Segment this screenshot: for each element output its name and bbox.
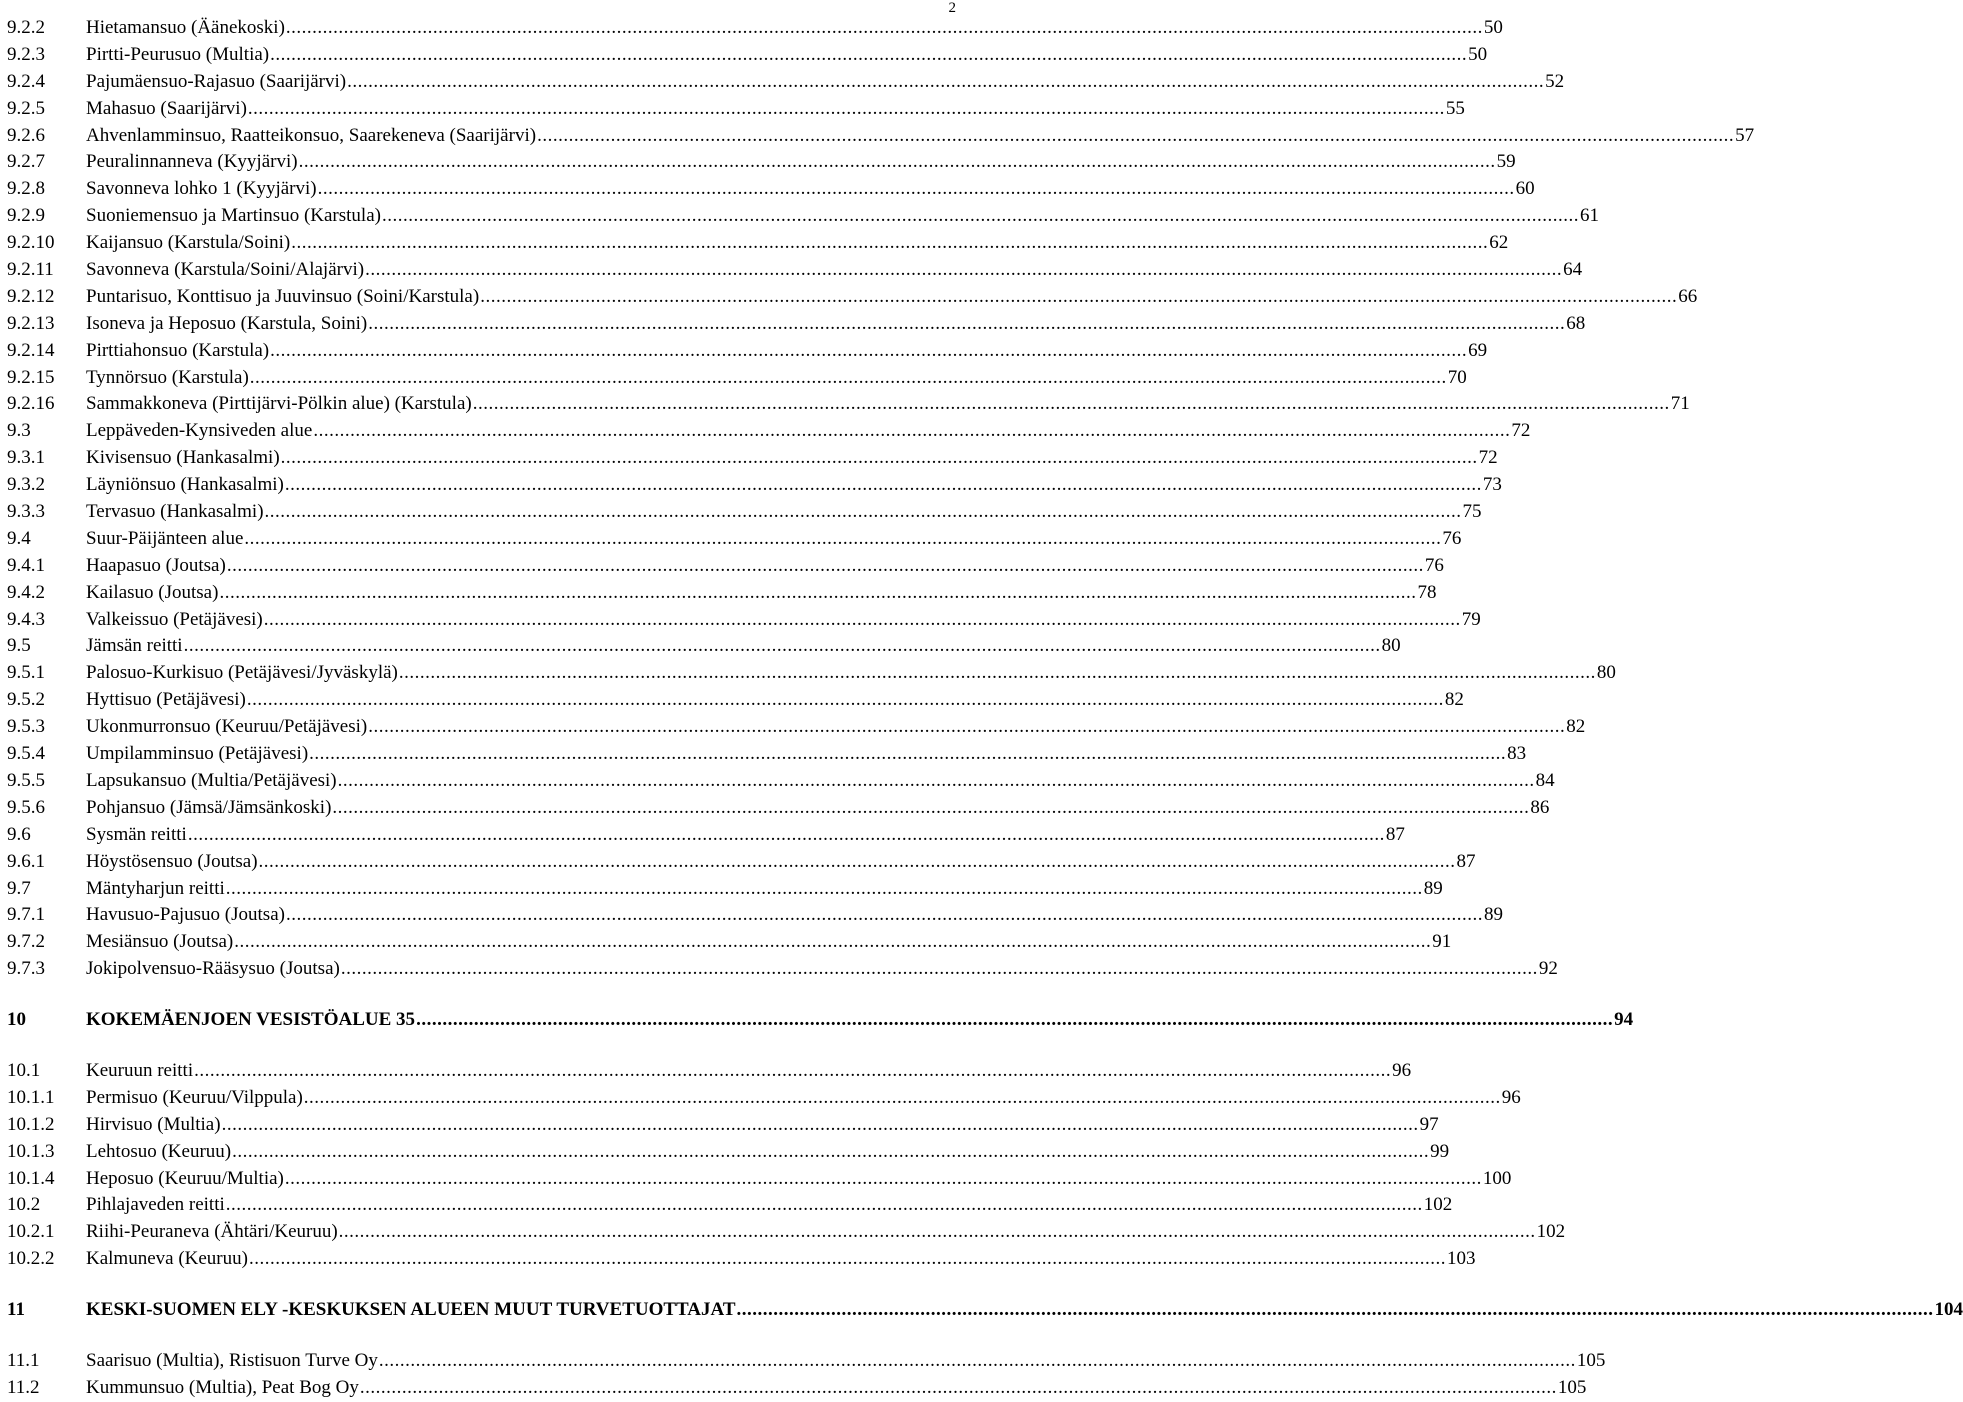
toc-entry-number: 11 [7, 1299, 25, 1321]
toc-leader-dots [270, 42, 1467, 69]
toc-entry-title: Leppäveden-Kynsiveden alue [86, 420, 313, 442]
toc-entry-number: 9.2.10 [7, 232, 55, 254]
toc-entry[interactable] [7, 230, 1509, 257]
toc-entry-number: 9.5.1 [7, 662, 45, 684]
toc-entry-title: Sysmän reitti [86, 823, 187, 845]
toc-entry[interactable] [7, 1219, 1566, 1246]
toc-entry-number: 9.7.3 [7, 958, 45, 980]
toc-entry[interactable] [7, 1007, 1634, 1034]
toc-entry[interactable] [7, 149, 1516, 176]
page-number: 2 [948, 0, 956, 16]
toc-leader-dots [250, 365, 1447, 392]
toc-entry-title: Keuruun reitti [86, 1059, 194, 1081]
toc-entry-page: 70 [1447, 366, 1467, 388]
toc-entry-page: 61 [1579, 205, 1599, 227]
toc-entry-number: 9.5.4 [7, 743, 45, 765]
toc-entry-page: 72 [1511, 420, 1531, 442]
toc-entry-title: Sammakkoneva (Pirttijärvi-Pölkin alue) (Karstula) [86, 393, 472, 415]
toc-entry-number: 10.1.3 [7, 1140, 55, 1162]
toc-entry-title: Valkeissuo (Petäjävesi) [86, 608, 263, 630]
toc-entry[interactable] [7, 768, 1555, 795]
toc-entry-title: Isoneva ja Heposuo (Karstula, Soini) [86, 312, 368, 334]
toc-entry-page: 103 [1446, 1248, 1476, 1270]
toc-entry-number: 9.7 [7, 877, 31, 899]
toc-entry-number: 9.2.14 [7, 339, 55, 361]
toc-entry-title: Suur-Päijänteen alue [86, 527, 244, 549]
toc-entry-number: 9.5.5 [7, 769, 45, 791]
toc-entry-title: Puntarisuo, Konttisuo ja Juuvinsuo (Soini/Karstula) [86, 285, 480, 307]
table-of-contents [7, 15, 1963, 1402]
toc-entry[interactable] [7, 1166, 1512, 1193]
toc-entry-page: 97 [1419, 1113, 1439, 1135]
toc-entry[interactable] [7, 284, 1698, 311]
toc-entry-title: Höystösensuo (Joutsa) [86, 850, 258, 872]
toc-entry-page: 72 [1478, 447, 1498, 469]
toc-entry-number: 9.5.3 [7, 716, 45, 738]
toc-entry-page: 59 [1496, 151, 1516, 173]
toc-entry-number: 9.7.1 [7, 904, 45, 926]
toc-entry-number: 9.2.2 [7, 17, 45, 38]
toc-leader-dots [382, 203, 1579, 230]
toc-entry-title: Kailasuo (Joutsa) [86, 581, 219, 603]
toc-entry[interactable] [7, 1112, 1439, 1139]
toc-leader-dots [259, 849, 1456, 876]
toc-entry[interactable] [7, 687, 1464, 714]
toc-entry-number: 9.3.2 [7, 474, 45, 496]
toc-entry-title: Pajumäensuo-Rajasuo (Saarijärvi) [86, 70, 347, 92]
toc-entry-title: Mahasuo (Saarijärvi) [86, 97, 247, 119]
toc-entry-number: 9.5.2 [7, 689, 45, 711]
toc-entry[interactable] [7, 741, 1527, 768]
toc-entry-number: 9.4.1 [7, 554, 45, 576]
toc-entry[interactable] [7, 822, 1405, 849]
toc-leader-dots [368, 714, 1565, 741]
toc-entry-number: 10 [7, 1009, 26, 1031]
toc-entry-page: 105 [1557, 1376, 1587, 1398]
toc-entry-title: Hirvisuo (Multia) [86, 1113, 221, 1135]
toc-leader-dots [473, 391, 1670, 418]
toc-entry-page: 87 [1456, 850, 1476, 872]
toc-entry-title: Savonneva lohko 1 (Kyyjärvi) [86, 178, 317, 200]
toc-entry-title: Kivisensuo (Hankasalmi) [86, 447, 280, 469]
toc-entry-page: 76 [1442, 527, 1462, 549]
toc-leader-dots [226, 1192, 1423, 1219]
toc-entry-page: 84 [1535, 769, 1555, 791]
toc-leader-dots [227, 553, 1424, 580]
toc-entry-page: 75 [1462, 501, 1482, 523]
toc-leader-dots [360, 1375, 1557, 1402]
toc-entry-title: Tervasuo (Hankasalmi) [86, 501, 264, 523]
toc-entry-number: 10.1.4 [7, 1167, 55, 1189]
toc-entry[interactable] [7, 311, 1586, 338]
toc-leader-dots [299, 149, 1496, 176]
toc-entry-number: 9.2.3 [7, 43, 45, 65]
toc-entry-page: 66 [1678, 285, 1698, 307]
toc-entry-page: 104 [1934, 1299, 1963, 1321]
toc-leader-dots [265, 499, 1462, 526]
toc-entry-number: 9.7.2 [7, 931, 45, 953]
toc-entry[interactable] [7, 445, 1498, 472]
toc-entry-number: 9.6 [7, 823, 31, 845]
toc-entry-title: Jämsän reitti [86, 635, 183, 657]
toc-entry[interactable] [7, 203, 1599, 230]
toc-leader-dots [249, 1246, 1446, 1273]
toc-entry-page: 99 [1430, 1140, 1450, 1162]
toc-leader-dots [416, 1007, 1613, 1034]
toc-leader-dots [347, 69, 1544, 96]
toc-leader-dots [232, 1139, 1429, 1166]
toc-entry-title: Peuralinnanneva (Kyyjärvi) [86, 151, 298, 173]
toc-entry[interactable] [7, 526, 1462, 553]
toc-entry-title: Hietamansuo (Äänekoski) [86, 17, 285, 38]
toc-leader-dots [399, 660, 1596, 687]
toc-leader-dots [537, 123, 1734, 150]
toc-entry[interactable] [7, 472, 1502, 499]
toc-entry-title: Mäntyharjun reitti [86, 877, 225, 899]
toc-entry[interactable] [7, 96, 1465, 123]
toc-entry-number: 9.4 [7, 527, 31, 549]
toc-leader-dots [286, 15, 1483, 42]
toc-entry-page: 89 [1483, 904, 1503, 926]
toc-entry[interactable] [7, 1375, 1587, 1402]
toc-entry-page: 102 [1536, 1221, 1566, 1243]
toc-entry[interactable] [7, 876, 1443, 903]
toc-leader-dots [248, 96, 1445, 123]
toc-entry[interactable] [7, 1085, 1521, 1112]
toc-leader-dots [226, 876, 1423, 903]
toc-leader-dots [286, 902, 1483, 929]
toc-entry-page: 89 [1423, 877, 1443, 899]
toc-entry[interactable] [7, 633, 1401, 660]
toc-leader-dots [285, 1166, 1482, 1193]
toc-entry-page: 73 [1482, 474, 1502, 496]
toc-entry-number: 9.2.12 [7, 285, 55, 307]
toc-leader-dots [339, 1219, 1536, 1246]
toc-leader-dots [291, 230, 1488, 257]
toc-entry[interactable] [7, 795, 1550, 822]
toc-entry-page: 76 [1424, 554, 1444, 576]
toc-entry[interactable] [7, 956, 1558, 983]
toc-entry-title: Ukonmurronsuo (Keuruu/Petäjävesi) [86, 716, 368, 738]
toc-entry-title: Suoniemensuo ja Martinsuo (Karstula) [86, 205, 381, 227]
toc-entry-title: Riihi-Peuraneva (Ähtäri/Keuruu) [86, 1221, 338, 1243]
toc-entry[interactable] [7, 42, 1488, 69]
toc-entry[interactable] [7, 123, 1755, 150]
toc-entry-number: 10.2.1 [7, 1221, 55, 1243]
toc-entry-number: 10.1.2 [7, 1113, 55, 1135]
toc-leader-dots [219, 580, 1416, 607]
toc-entry-number: 9.2.9 [7, 205, 45, 227]
toc-leader-dots [188, 822, 1385, 849]
toc-leader-dots [332, 795, 1529, 822]
toc-leader-dots [341, 956, 1538, 983]
toc-entry[interactable] [7, 1058, 1412, 1085]
toc-entry-number: 9.2.8 [7, 178, 45, 200]
toc-entry[interactable] [7, 365, 1467, 392]
toc-entry-number: 9.2.16 [7, 393, 55, 415]
toc-entry-title: Pihlajaveden reitti [86, 1194, 225, 1216]
toc-entry-title: Pirttiahonsuo (Karstula) [86, 339, 270, 361]
toc-entry-page: 100 [1482, 1167, 1512, 1189]
toc-entry[interactable] [7, 1348, 1606, 1375]
toc-entry-page: 96 [1501, 1086, 1521, 1108]
toc-entry-number: 9.5 [7, 635, 31, 657]
toc-entry-page: 94 [1614, 1009, 1634, 1031]
toc-entry-page: 62 [1489, 232, 1509, 254]
toc-entry-page: 80 [1381, 635, 1401, 657]
toc-entry-number: 9.2.5 [7, 97, 45, 119]
toc-leader-dots [244, 526, 1441, 553]
toc-entry-title: Heposuo (Keuruu/Multia) [86, 1167, 284, 1189]
toc-entry[interactable] [7, 418, 1531, 445]
toc-entry[interactable] [7, 176, 1535, 203]
toc-leader-dots [368, 311, 1565, 338]
toc-entry-number: 9.5.6 [7, 796, 45, 818]
toc-entry-page: 91 [1432, 931, 1452, 953]
toc-entry-number: 11.1 [7, 1349, 40, 1371]
toc-entry-title: Lehtosuo (Keuruu) [86, 1140, 232, 1162]
toc-leader-dots [264, 607, 1461, 634]
toc-leader-dots [304, 1085, 1501, 1112]
toc-entry-page: 92 [1538, 958, 1558, 980]
toc-entry-page: 69 [1468, 339, 1488, 361]
toc-leader-dots [281, 445, 1478, 472]
toc-entry[interactable] [7, 1297, 1963, 1324]
toc-entry-number: 9.2.6 [7, 124, 45, 146]
toc-entry-page: 71 [1670, 393, 1690, 415]
toc-entry[interactable] [7, 338, 1488, 365]
toc-entry-page: 52 [1545, 70, 1565, 92]
toc-entry-title: Saarisuo (Multia), Ristisuon Turve Oy [86, 1349, 378, 1371]
toc-entry-title: Kummunsuo (Multia), Peat Bog Oy [86, 1376, 359, 1398]
toc-entry-title: Havusuo-Pajusuo (Joutsa) [86, 904, 285, 926]
toc-entry-title: Permisuo (Keuruu/Vilppula) [86, 1086, 303, 1108]
toc-entry-page: 57 [1735, 124, 1755, 146]
toc-entry[interactable] [7, 1192, 1453, 1219]
toc-entry[interactable] [7, 257, 1583, 284]
toc-entry-title: Tynnörsuo (Karstula) [86, 366, 249, 388]
toc-entry-number: 9.2.13 [7, 312, 55, 334]
toc-entry-page: 96 [1392, 1059, 1412, 1081]
toc-leader-dots [270, 338, 1467, 365]
toc-entry[interactable] [7, 1246, 1476, 1273]
toc-entry-number: 10.1 [7, 1059, 41, 1081]
toc-entry-page: 102 [1423, 1194, 1453, 1216]
toc-entry-title: Jokipolvensuo-Rääsysuo (Joutsa) [86, 958, 340, 980]
toc-entry[interactable] [7, 553, 1444, 580]
toc-entry[interactable] [7, 714, 1586, 741]
toc-entry-number: 10.2.2 [7, 1248, 55, 1270]
toc-entry[interactable] [7, 607, 1481, 634]
toc-entry-page: 50 [1483, 17, 1503, 38]
toc-entry-title: Ahvenlamminsuo, Raatteikonsuo, Saarekeneva (Saarijärvi) [86, 124, 537, 146]
toc-entry-number: 9.3.3 [7, 501, 45, 523]
toc-entry[interactable] [7, 69, 1565, 96]
toc-entry-page: 79 [1461, 608, 1481, 630]
toc-leader-dots [318, 176, 1515, 203]
toc-entry-title: Pirtti-Peurusuo (Multia) [86, 43, 270, 65]
toc-entry-number: 11.2 [7, 1376, 40, 1398]
toc-entry-page: 55 [1445, 97, 1465, 119]
toc-entry-title: Haapasuo (Joutsa) [86, 554, 226, 576]
toc-entry-number: 9.2.15 [7, 366, 55, 388]
toc-entry-page: 68 [1566, 312, 1586, 334]
toc-entry[interactable] [7, 849, 1476, 876]
toc-entry-page: 64 [1563, 259, 1583, 281]
toc-entry-number: 9.4.3 [7, 608, 45, 630]
toc-entry-title: Hyttisuo (Petäjävesi) [86, 689, 246, 711]
toc-entry-title: Kaijansuo (Karstula/Soini) [86, 232, 291, 254]
toc-entry[interactable] [7, 1139, 1450, 1166]
toc-entry-page: 82 [1444, 689, 1464, 711]
toc-leader-dots [194, 1058, 1391, 1085]
toc-leader-dots [309, 741, 1506, 768]
toc-leader-dots [338, 768, 1535, 795]
toc-entry-number: 9.2.11 [7, 259, 54, 281]
toc-leader-dots [285, 472, 1482, 499]
toc-leader-dots [313, 418, 1510, 445]
toc-leader-dots [234, 929, 1431, 956]
toc-entry-title: Lapsukansuo (Multia/Petäjävesi) [86, 769, 337, 791]
toc-entry-page: 50 [1468, 43, 1488, 65]
toc-entry[interactable] [7, 580, 1437, 607]
toc-leader-dots [365, 257, 1562, 284]
toc-leader-dots [247, 687, 1444, 714]
toc-entry-title: KESKI-SUOMEN ELY -KESKUKSEN ALUEEN MUUT TURVETUOTTAJAT [86, 1299, 736, 1321]
toc-entry-page: 78 [1417, 581, 1437, 603]
toc-entry-number: 9.3 [7, 420, 31, 442]
toc-entry-title: Kalmuneva (Keuruu) [86, 1248, 248, 1270]
toc-entry-number: 9.6.1 [7, 850, 45, 872]
toc-entry-title: Mesiänsuo (Joutsa) [86, 931, 234, 953]
toc-entry-page: 80 [1596, 662, 1616, 684]
toc-entry[interactable] [7, 660, 1616, 687]
toc-entry-title: Pohjansuo (Jämsä/Jämsänkoski) [86, 796, 332, 818]
toc-entry[interactable] [7, 15, 1503, 42]
toc-entry[interactable] [7, 499, 1482, 526]
toc-entry-number: 9.4.2 [7, 581, 45, 603]
toc-entry-title: Savonneva (Karstula/Soini/Alajärvi) [86, 259, 365, 281]
toc-entry-title: KOKEMÄENJOEN VESISTÖALUE 35 [86, 1009, 416, 1031]
toc-entry-page: 86 [1530, 796, 1550, 818]
toc-entry[interactable] [7, 391, 1690, 418]
toc-leader-dots [480, 284, 1677, 311]
toc-entry-number: 9.3.1 [7, 447, 45, 469]
toc-entry[interactable] [7, 929, 1452, 956]
toc-entry-number: 9.2.7 [7, 151, 45, 173]
toc-entry-page: 83 [1507, 743, 1527, 765]
toc-entry-page: 87 [1385, 823, 1405, 845]
toc-entry-title: Läyniönsuo (Hankasalmi) [86, 474, 284, 496]
toc-leader-dots [379, 1348, 1576, 1375]
toc-leader-dots [222, 1112, 1419, 1139]
toc-entry-page: 82 [1566, 716, 1586, 738]
toc-entry-page: 60 [1515, 178, 1535, 200]
toc-entry-number: 10.1.1 [7, 1086, 55, 1108]
toc-entry-number: 9.2.4 [7, 70, 45, 92]
toc-leader-dots [184, 633, 1381, 660]
toc-entry-page: 105 [1576, 1349, 1606, 1371]
toc-entry-title: Palosuo-Kurkisuo (Petäjävesi/Jyväskylä) [86, 662, 398, 684]
toc-entry-number: 10.2 [7, 1194, 41, 1216]
toc-leader-dots [737, 1297, 1934, 1324]
toc-entry-title: Umpilamminsuo (Petäjävesi) [86, 743, 309, 765]
toc-entry[interactable] [7, 902, 1503, 929]
